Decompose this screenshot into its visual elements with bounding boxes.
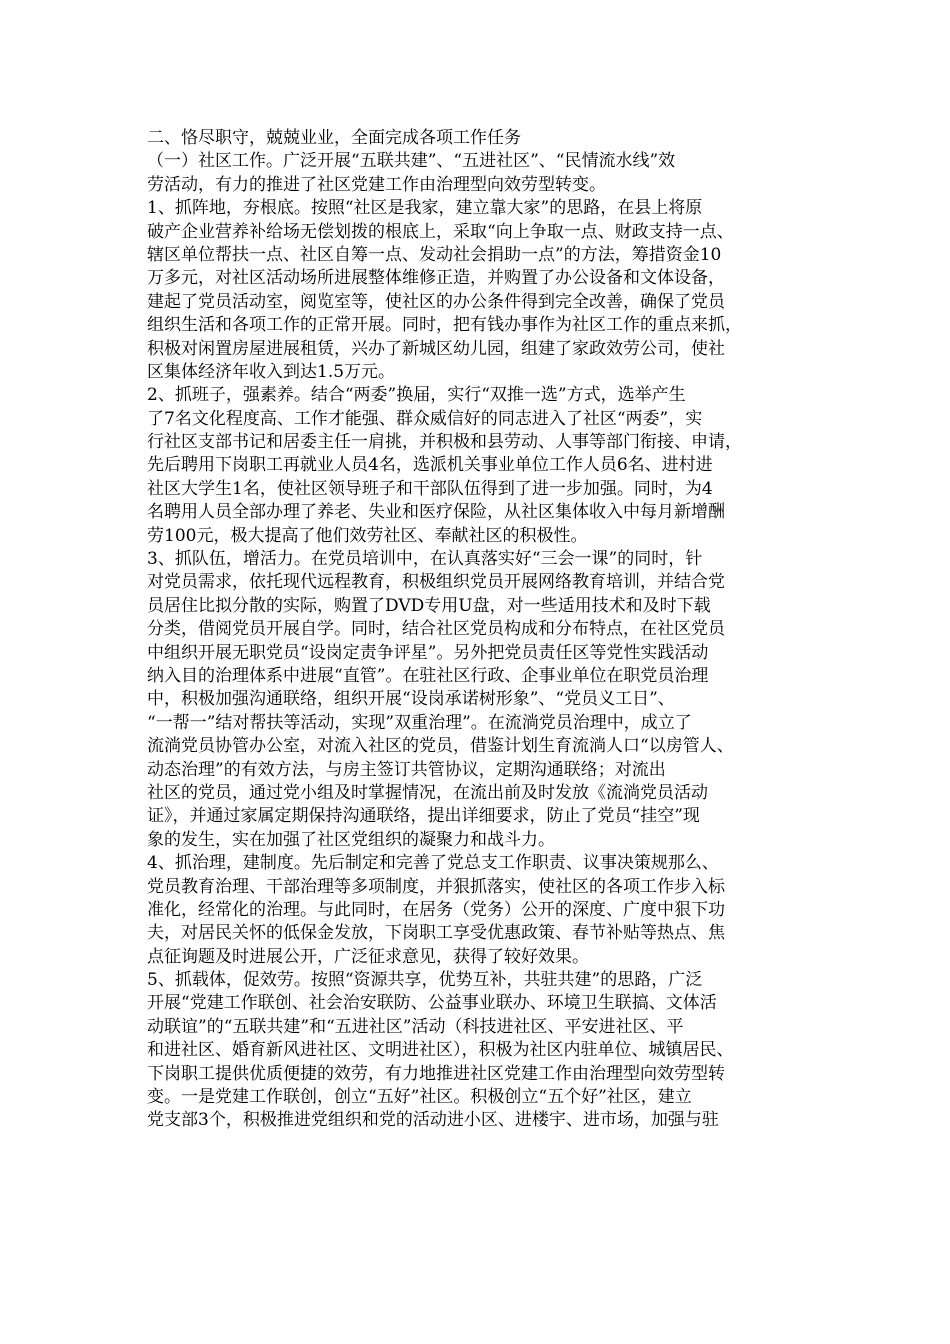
text-line: 劳100元，极大提高了他们效劳社区、奉献社区的积极性。	[147, 525, 588, 546]
text-line: 准化，经常化的治理。与此同时，在居务（党务）公开的深度、广度中狠下功	[147, 899, 725, 920]
text-line: 动联谊”的“五联共建”和“五进社区”活动（科技进社区、平安进社区、平	[147, 1016, 684, 1037]
text-line: 夫，对居民关怀的低保金发放，下岗职工享受优惠政策、春节补贴等热点、焦	[147, 923, 725, 944]
text-line: （一）社区工作。广泛开展“五联共建”、“五进社区”、“民情流水线”效	[147, 151, 676, 172]
text-line: 象的发生，实在加强了社区党组织的凝聚力和战斗力。	[147, 829, 555, 850]
text-line: 名聘用人员全部办理了养老、失业和医疗保险，从社区集体收入中每月新增酬	[147, 502, 725, 523]
text-line: 变。一是党建工作联创，创立“五好”社区。积极创立“五个好”社区，建立	[147, 1087, 692, 1108]
text-line: 动态治理”的有效方法，与房主签订共管协议，定期沟通联络；对流出	[147, 759, 666, 780]
text-line: 点征询题及时进展公开，广泛征求意见，获得了较好效果。	[147, 946, 589, 967]
text-line: 万多元，对社区活动场所进展整体维修正造，并购置了办公设备和文体设备，	[147, 268, 725, 289]
text-line: 证》，并通过家属定期保持沟通联络，提出详细要求，防止了党员“挂空”现	[147, 806, 700, 827]
text-line: 3、抓队伍，增活力。在党员培训中，在认真落实好“三会一课”的同时，针	[147, 549, 703, 570]
text-line: 积极对闲置房屋进展租赁，兴办了新城区幼儿园，组建了家政效劳公司，使社	[147, 338, 725, 359]
text-line: 社区大学生1名，使社区领导班子和干部队伍得到了进一步加强。同时，为4	[147, 478, 713, 499]
text-line: 分类，借阅党员开展自学。同时，结合社区党员构成和分布特点，在社区党员	[147, 619, 725, 640]
text-line: 流淌党员协管办公室，对流入社区的党员，借鉴计划生育流淌人口“以房管人、	[147, 736, 734, 757]
text-line: 社区的党员，通过党小组及时掌握情况，在流出前及时发放《流淌党员活动	[147, 782, 708, 803]
text-line: 对党员需求，依托现代远程教育，积极组织党员开展网络教育培训，并结合党	[147, 572, 725, 593]
text-line: 纳入目的治理体系中进展“直管”。在驻社区行政、企事业单位在职党员治理	[147, 665, 709, 686]
text-line: 先后聘用下岗职工再就业人员4名，选派机关事业单位工作人员6名、进村进	[147, 455, 713, 476]
text-line: 中组织开展无职党员“设岗定责争评星”。另外把党员责任区等党性实践活动	[147, 642, 709, 663]
text-line: “一帮一”结对帮扶等活动，实现”双重治理”。在流淌党员治理中，成立了	[147, 712, 692, 733]
text-line: 5、抓载体，促效劳。按照“资源共享，优势互补，共驻共建”的思路，广泛	[147, 970, 703, 991]
text-line: 行社区支部书记和居委主任一肩挑，并积极和县劳动、人事等部门衔接、申请，	[147, 432, 742, 453]
text-line: 组织生活和各项工作的正常开展。同时，把有钱办事作为社区工作的重点来抓，	[147, 315, 742, 336]
text-line: 1、抓阵地，夯根底。按照“社区是我家，建立靠大家”的思路，在县上将原	[147, 198, 703, 219]
text-line: 建起了党员活动室，阅览室等，使社区的办公条件得到完全改善，确保了党员	[147, 291, 725, 312]
text-line: 下岗职工提供优质便捷的效劳，有力地推进社区党建工作由治理型向效劳型转	[147, 1063, 725, 1084]
text-line: 辖区单位帮扶一点、社区自筹一点、发动社会捐助一点”的方法，筹措资金10	[147, 244, 722, 265]
text-line: 二、恪尽职守，兢兢业业，全面完成各项工作任务	[147, 128, 521, 148]
document-body	[147, 127, 812, 1133]
text-line: 开展“党建工作联创、社会治安联防、公益事业联办、环境卫生联搞、文体活	[147, 993, 717, 1014]
text-line: 破产企业营养补给场无偿划拨的根底上，采取“向上争取一点、财政支持一点、	[147, 221, 734, 242]
text-line: 区集体经济年收入到达1.5万元。	[147, 361, 396, 382]
text-line: 和进社区、婚育新风进社区、文明进社区），积极为社区内驻单位、城镇居民、	[147, 1040, 734, 1061]
text-line: 2、抓班子，强素养。结合“两委”换届，实行“双推一选”方式，选举产生	[147, 385, 686, 406]
text-line: 中，积极加强沟通联络，组织开展“设岗承诺树形象”、“党员义工日”、	[147, 689, 675, 710]
text-line: 了7名文化程度高、工作才能强、群众威信好的同志进入了社区“两委”，实	[147, 408, 703, 429]
text-line: 党员教育治理、干部治理等多项制度，并狠抓落实，使社区的各项工作步入标	[147, 876, 725, 897]
text-line: 劳活动，有力的推进了社区党建工作由治理型向效劳型转变。	[147, 174, 606, 195]
text-line: 4、抓治理，建制度。先后制定和完善了党总支工作职责、议事决策规那么、	[147, 853, 719, 874]
text-line: 员居住比拟分散的实际，购置了DVD专用U盘，对一些适用技术和及时下载	[147, 595, 711, 616]
text-line: 党支部3个，积极推进党组织和党的活动进小区、进楼宇、进市场，加强与驻	[147, 1110, 719, 1131]
